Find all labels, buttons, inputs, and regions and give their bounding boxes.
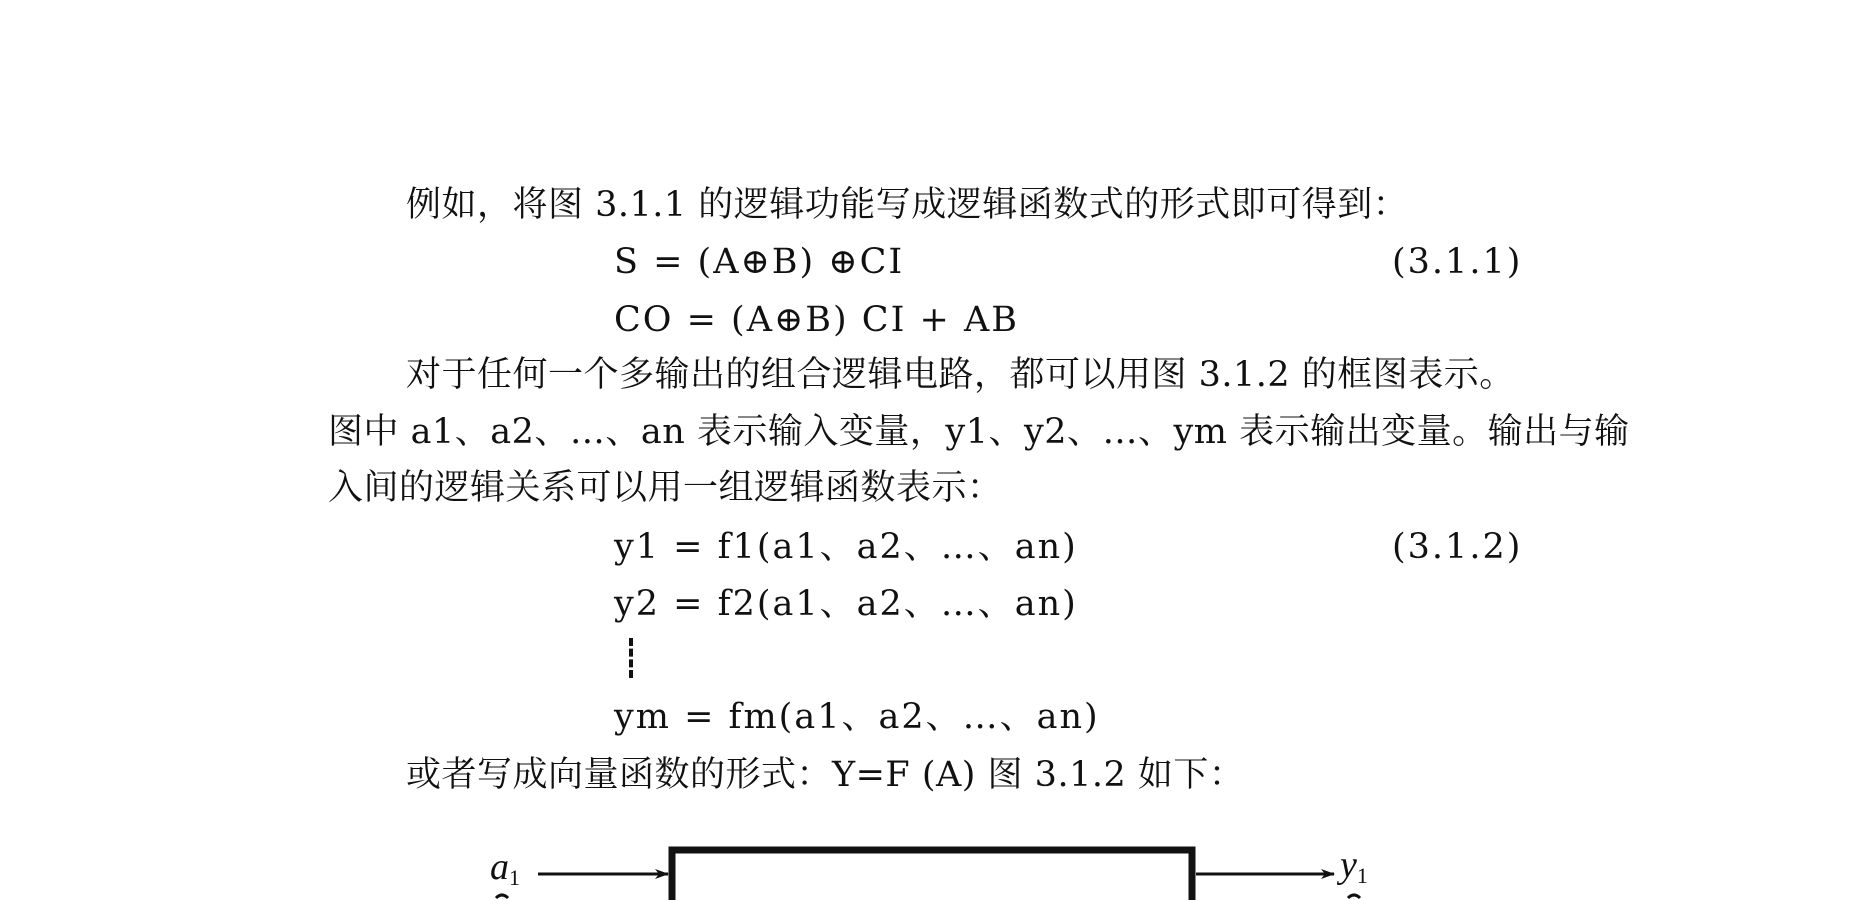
- paragraph-vector-form: 或者写成向量函数的形式：Y=F (A) 图 3.1.2 如下：: [406, 755, 1245, 795]
- vertical-ellipsis: [629, 638, 637, 678]
- equation-y1: y1 = f1(a1、a2、…、an): [614, 527, 1078, 567]
- equation-carry-out: CO = (A⊕B) CI + AB: [614, 300, 1019, 340]
- output-label-y1: $y_1$: [1340, 844, 1368, 888]
- paragraph-multi-output-line1: 对于任何一个多输出的组合逻辑电路，都可以用图 3.1.2 的框图表示。: [406, 355, 1515, 395]
- equation-number-3-1-2: (3.1.2): [1392, 527, 1523, 567]
- equation-y2: y2 = f2(a1、a2、…、an): [614, 584, 1078, 624]
- paragraph-multi-output-line3: 入间的逻辑关系可以用一组逻辑函数表示：: [328, 468, 1003, 508]
- diagram-box: [672, 850, 1192, 900]
- paragraph-example-intro: 例如，将图 3.1.1 的逻辑功能写成逻辑函数式的形式即可得到：: [406, 185, 1409, 225]
- equation-number-3-1-1: (3.1.1): [1392, 242, 1523, 282]
- input-label-a1: $a_1$: [490, 846, 520, 890]
- equation-sum: S = (A⊕B) ⊕CI: [614, 242, 905, 282]
- equation-ym: ym = fm(a1、a2、…、an): [614, 697, 1100, 737]
- paragraph-multi-output-line2: 图中 a1、a2、…、an 表示输入变量，y1、y2、…、ym 表示输出变量。输出与输: [328, 412, 1630, 452]
